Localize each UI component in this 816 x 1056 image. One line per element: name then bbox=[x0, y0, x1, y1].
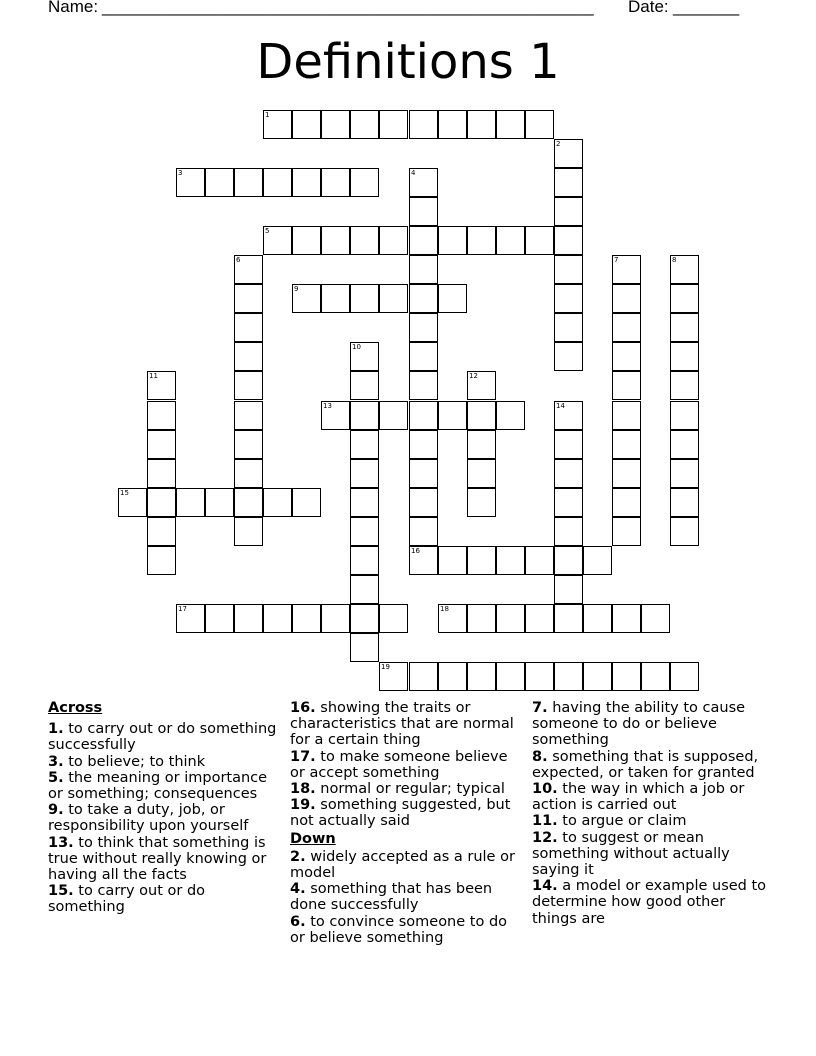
clue-number: 17 bbox=[178, 605, 187, 613]
grid-cell[interactable] bbox=[205, 604, 234, 633]
grid-cell[interactable] bbox=[467, 110, 496, 139]
grid-cell[interactable] bbox=[350, 633, 379, 662]
grid-cell[interactable] bbox=[496, 226, 525, 255]
grid-cell[interactable] bbox=[263, 110, 292, 139]
clue-item-text: a model or example used to determine how good other things are bbox=[532, 878, 767, 927]
clue-item-text: showing the traits or characteristics that are normal for a certain thing bbox=[290, 700, 514, 749]
grid-cell[interactable] bbox=[234, 313, 263, 342]
clue-number: 16 bbox=[411, 547, 420, 555]
grid-cell[interactable] bbox=[409, 110, 438, 139]
grid-cell[interactable] bbox=[554, 313, 583, 342]
grid-cell[interactable] bbox=[350, 517, 379, 546]
grid-cell[interactable] bbox=[670, 284, 699, 313]
clue-item-text: the meaning or importance or something; consequences bbox=[48, 769, 268, 803]
across-clue-list-continued bbox=[290, 700, 526, 830]
clue-item bbox=[290, 749, 526, 781]
clue-item bbox=[48, 721, 280, 753]
clue-item bbox=[290, 700, 526, 749]
grid-cell[interactable] bbox=[234, 255, 263, 284]
clue-item bbox=[532, 700, 772, 749]
clue-item bbox=[290, 914, 526, 946]
grid-cell[interactable] bbox=[321, 226, 350, 255]
grid-cell[interactable] bbox=[350, 546, 379, 575]
grid-cell[interactable] bbox=[467, 459, 496, 488]
grid-cell[interactable] bbox=[234, 459, 263, 488]
grid-cell[interactable] bbox=[670, 662, 699, 691]
grid-cell[interactable] bbox=[292, 226, 321, 255]
grid-cell[interactable] bbox=[467, 430, 496, 459]
clue-item-number: 14. bbox=[532, 878, 558, 895]
grid-cell[interactable] bbox=[525, 226, 554, 255]
across-heading: Across bbox=[48, 700, 103, 716]
name-label: Name: bbox=[48, 0, 99, 16]
grid-cell[interactable] bbox=[234, 342, 263, 371]
clue-item-text: to take a duty, job, or responsibility upon yourself bbox=[48, 802, 249, 835]
clue-number: 3 bbox=[178, 169, 183, 177]
clue-item bbox=[48, 802, 280, 834]
grid-cell[interactable] bbox=[379, 401, 408, 430]
grid-cell[interactable] bbox=[409, 488, 438, 517]
grid-cell[interactable] bbox=[350, 488, 379, 517]
clue-item bbox=[48, 883, 280, 915]
grid-cell[interactable] bbox=[379, 604, 408, 633]
clues-column-3 bbox=[532, 700, 772, 927]
grid-cell[interactable] bbox=[612, 488, 641, 517]
grid-cell[interactable] bbox=[612, 459, 641, 488]
grid-cell[interactable] bbox=[525, 662, 554, 691]
clue-item-text: to think that something is true without really knowing or having all the facts bbox=[48, 834, 267, 884]
grid-cell[interactable] bbox=[554, 401, 583, 430]
grid-cell[interactable] bbox=[467, 662, 496, 691]
grid-cell[interactable] bbox=[292, 284, 321, 313]
grid-cell[interactable] bbox=[350, 110, 379, 139]
grid-cell[interactable] bbox=[234, 430, 263, 459]
clue-number: 7 bbox=[614, 256, 619, 264]
grid-cell[interactable] bbox=[234, 604, 263, 633]
grid-cell[interactable] bbox=[438, 284, 467, 313]
grid-cell[interactable] bbox=[176, 168, 205, 197]
clue-item-number: 18. bbox=[290, 781, 316, 798]
grid-cell[interactable] bbox=[467, 488, 496, 517]
clue-item-number: 9. bbox=[48, 802, 64, 819]
grid-cell[interactable] bbox=[379, 662, 408, 691]
grid-cell[interactable] bbox=[612, 371, 641, 400]
grid-cell[interactable] bbox=[350, 459, 379, 488]
grid-cell[interactable] bbox=[438, 604, 467, 633]
grid-cell[interactable] bbox=[554, 255, 583, 284]
clue-number: 14 bbox=[556, 402, 565, 410]
grid-cell[interactable] bbox=[554, 604, 583, 633]
grid-cell[interactable] bbox=[554, 197, 583, 226]
grid-cell[interactable] bbox=[670, 371, 699, 400]
grid-cell[interactable] bbox=[670, 517, 699, 546]
grid-cell[interactable] bbox=[670, 430, 699, 459]
clue-item-number: 3. bbox=[48, 753, 64, 770]
grid-cell[interactable] bbox=[147, 517, 176, 546]
clue-number: 9 bbox=[294, 285, 299, 293]
clue-item-text: to make someone believe or accept something bbox=[290, 748, 508, 781]
grid-cell[interactable] bbox=[467, 371, 496, 400]
grid-cell[interactable] bbox=[438, 110, 467, 139]
grid-cell[interactable] bbox=[554, 342, 583, 371]
grid-cell[interactable] bbox=[525, 110, 554, 139]
clue-item-number: 8. bbox=[532, 748, 548, 765]
grid-cell[interactable] bbox=[409, 168, 438, 197]
clue-item-number: 6. bbox=[290, 913, 306, 930]
grid-cell[interactable] bbox=[292, 604, 321, 633]
grid-cell[interactable] bbox=[409, 546, 438, 575]
clue-item-number: 17. bbox=[290, 748, 316, 765]
date-field-line: _______ bbox=[673, 0, 740, 16]
grid-cell[interactable] bbox=[554, 459, 583, 488]
clue-number: 6 bbox=[236, 256, 241, 264]
grid-cell[interactable] bbox=[670, 313, 699, 342]
grid-cell[interactable] bbox=[263, 168, 292, 197]
grid-cell[interactable] bbox=[554, 430, 583, 459]
grid-cell[interactable] bbox=[496, 546, 525, 575]
grid-cell[interactable] bbox=[409, 371, 438, 400]
clue-number: 11 bbox=[149, 372, 158, 380]
grid-cell[interactable] bbox=[583, 546, 612, 575]
grid-cell[interactable] bbox=[641, 662, 670, 691]
grid-cell[interactable] bbox=[496, 604, 525, 633]
grid-cell[interactable] bbox=[525, 546, 554, 575]
clue-item bbox=[532, 878, 772, 927]
grid-cell[interactable] bbox=[409, 401, 438, 430]
grid-cell[interactable] bbox=[612, 662, 641, 691]
clue-item-text: to carry out or do something bbox=[48, 883, 206, 916]
grid-cell[interactable] bbox=[147, 488, 176, 517]
clue-item-text: having the ability to cause someone to do or believe something bbox=[532, 700, 746, 749]
clue-item bbox=[48, 770, 280, 802]
grid-cell[interactable] bbox=[350, 430, 379, 459]
clue-item bbox=[48, 835, 280, 884]
grid-cell[interactable] bbox=[612, 430, 641, 459]
grid-cell[interactable] bbox=[205, 168, 234, 197]
grid-cell[interactable] bbox=[321, 604, 350, 633]
grid-cell[interactable] bbox=[612, 342, 641, 371]
grid-cell[interactable] bbox=[554, 662, 583, 691]
clue-item-number: 12. bbox=[532, 829, 558, 846]
clue-item bbox=[532, 813, 772, 829]
clue-item bbox=[290, 849, 526, 881]
clue-number: 19 bbox=[381, 663, 390, 671]
grid-cell[interactable] bbox=[409, 255, 438, 284]
grid-cell[interactable] bbox=[438, 546, 467, 575]
clue-item-number: 7. bbox=[532, 700, 548, 716]
grid-cell[interactable] bbox=[496, 401, 525, 430]
clue-item bbox=[48, 754, 280, 770]
grid-cell[interactable] bbox=[350, 168, 379, 197]
clue-item-number: 1. bbox=[48, 721, 64, 738]
clue-item bbox=[532, 830, 772, 879]
grid-cell[interactable] bbox=[205, 488, 234, 517]
clue-item-number: 15. bbox=[48, 883, 74, 900]
down-clue-list bbox=[290, 849, 526, 946]
clue-number: 2 bbox=[556, 140, 561, 148]
clues-column-2 bbox=[290, 700, 526, 946]
clue-number: 13 bbox=[323, 402, 332, 410]
grid-cell[interactable] bbox=[379, 284, 408, 313]
down-heading: Down bbox=[290, 830, 336, 847]
grid-cell[interactable] bbox=[409, 313, 438, 342]
grid-cell[interactable] bbox=[554, 575, 583, 604]
clue-number: 8 bbox=[672, 256, 677, 264]
clue-item-number: 13. bbox=[48, 834, 74, 851]
clue-number: 18 bbox=[440, 605, 449, 613]
grid-cell[interactable] bbox=[438, 226, 467, 255]
clue-item bbox=[532, 781, 772, 813]
grid-cell[interactable] bbox=[583, 604, 612, 633]
grid-cell[interactable] bbox=[612, 604, 641, 633]
grid-cell[interactable] bbox=[554, 284, 583, 313]
grid-cell[interactable] bbox=[263, 226, 292, 255]
grid-cell[interactable] bbox=[467, 226, 496, 255]
clue-item-text: to carry out or do something successfully bbox=[48, 721, 277, 754]
grid-cell[interactable] bbox=[350, 401, 379, 430]
clue-item-text: something suggested, but not actually said bbox=[290, 797, 511, 830]
clue-item-text: something that is supposed, expected, or taken for granted bbox=[532, 748, 759, 781]
date-label: Date: bbox=[628, 0, 669, 16]
page-title: Definitions 1 bbox=[256, 34, 560, 90]
grid-cell[interactable] bbox=[147, 546, 176, 575]
grid-cell[interactable] bbox=[409, 459, 438, 488]
clue-item bbox=[290, 881, 526, 913]
grid-cell[interactable] bbox=[554, 546, 583, 575]
grid-cell[interactable] bbox=[350, 604, 379, 633]
grid-cell[interactable] bbox=[234, 168, 263, 197]
grid-cell[interactable] bbox=[350, 284, 379, 313]
grid-cell[interactable] bbox=[321, 110, 350, 139]
grid-cell[interactable] bbox=[525, 604, 554, 633]
grid-cell[interactable] bbox=[670, 488, 699, 517]
grid-cell[interactable] bbox=[147, 430, 176, 459]
clue-number: 15 bbox=[120, 489, 129, 497]
clue-item-text: to suggest or mean something without actually saying it bbox=[532, 829, 730, 879]
grid-cell[interactable] bbox=[263, 488, 292, 517]
grid-cell[interactable] bbox=[670, 459, 699, 488]
grid-cell[interactable] bbox=[176, 604, 205, 633]
grid-cell[interactable] bbox=[263, 604, 292, 633]
grid-cell[interactable] bbox=[147, 401, 176, 430]
grid-cell[interactable] bbox=[234, 488, 263, 517]
grid-cell[interactable] bbox=[409, 342, 438, 371]
grid-cell[interactable] bbox=[612, 517, 641, 546]
grid-cell[interactable] bbox=[438, 662, 467, 691]
grid-cell[interactable] bbox=[612, 284, 641, 313]
grid-cell[interactable] bbox=[409, 517, 438, 546]
grid-cell[interactable] bbox=[321, 401, 350, 430]
clue-number: 12 bbox=[469, 372, 478, 380]
clue-item-text: the way in which a job or action is carried out bbox=[532, 781, 745, 814]
clue-item-number: 2. bbox=[290, 848, 306, 865]
clue-number: 5 bbox=[265, 227, 270, 235]
clue-number: 1 bbox=[265, 111, 270, 119]
clue-item-number: 5. bbox=[48, 769, 64, 786]
grid-cell[interactable] bbox=[350, 342, 379, 371]
grid-cell[interactable] bbox=[234, 371, 263, 400]
grid-cell[interactable] bbox=[409, 662, 438, 691]
grid-cell[interactable] bbox=[496, 110, 525, 139]
clue-item-text: normal or regular; typical bbox=[315, 781, 505, 798]
grid-cell[interactable] bbox=[554, 168, 583, 197]
grid-cell[interactable] bbox=[554, 139, 583, 168]
grid-cell[interactable] bbox=[234, 284, 263, 313]
grid-cell[interactable] bbox=[438, 401, 467, 430]
grid-cell[interactable] bbox=[118, 488, 147, 517]
down-clue-list-continued bbox=[532, 700, 772, 927]
grid-cell[interactable] bbox=[176, 488, 205, 517]
clue-item bbox=[290, 797, 526, 829]
grid-cell[interactable] bbox=[583, 662, 612, 691]
across-clue-list bbox=[48, 721, 280, 915]
grid-cell[interactable] bbox=[379, 226, 408, 255]
clue-item-number: 10. bbox=[532, 781, 558, 798]
grid-cell[interactable] bbox=[409, 284, 438, 313]
grid-cell[interactable] bbox=[321, 284, 350, 313]
grid-cell[interactable] bbox=[147, 459, 176, 488]
clue-item-number: 19. bbox=[290, 797, 316, 814]
grid-cell[interactable] bbox=[554, 226, 583, 255]
grid-cell[interactable] bbox=[234, 401, 263, 430]
clue-item-text: something that has been done successfully bbox=[290, 881, 493, 914]
clue-item-number: 11. bbox=[532, 813, 558, 830]
clue-number: 4 bbox=[411, 169, 416, 177]
grid-cell[interactable] bbox=[350, 575, 379, 604]
name-field-line: ____________________________________________________ bbox=[102, 0, 594, 16]
grid-cell[interactable] bbox=[467, 604, 496, 633]
grid-cell[interactable] bbox=[409, 197, 438, 226]
clue-item-number: 16. bbox=[290, 700, 316, 716]
grid-cell[interactable] bbox=[612, 313, 641, 342]
grid-cell[interactable] bbox=[612, 401, 641, 430]
grid-cell[interactable] bbox=[292, 110, 321, 139]
grid-cell[interactable] bbox=[670, 342, 699, 371]
grid-cell[interactable] bbox=[147, 371, 176, 400]
grid-cell[interactable] bbox=[409, 226, 438, 255]
grid-cell[interactable] bbox=[467, 401, 496, 430]
clue-item-text: to convince someone to do or believe something bbox=[290, 913, 508, 946]
clue-item bbox=[532, 749, 772, 781]
grid-cell[interactable] bbox=[379, 110, 408, 139]
grid-cell[interactable] bbox=[292, 168, 321, 197]
clue-item-text: to argue or claim bbox=[557, 813, 687, 830]
grid-cell[interactable] bbox=[350, 226, 379, 255]
grid-cell[interactable] bbox=[350, 371, 379, 400]
clue-item-text: widely accepted as a rule or model bbox=[290, 848, 515, 882]
grid-cell[interactable] bbox=[641, 604, 670, 633]
grid-cell[interactable] bbox=[670, 401, 699, 430]
grid-cell[interactable] bbox=[496, 662, 525, 691]
grid-cell[interactable] bbox=[321, 168, 350, 197]
grid-cell[interactable] bbox=[292, 488, 321, 517]
grid-cell[interactable] bbox=[612, 255, 641, 284]
clues-column-1 bbox=[48, 700, 280, 916]
clue-item-text: to believe; to think bbox=[63, 753, 206, 770]
grid-cell[interactable] bbox=[670, 255, 699, 284]
clue-item-number: 4. bbox=[290, 881, 306, 898]
clue-item bbox=[290, 781, 526, 797]
grid-cell[interactable] bbox=[467, 546, 496, 575]
grid-cell[interactable] bbox=[234, 517, 263, 546]
grid-cell[interactable] bbox=[554, 488, 583, 517]
clue-number: 10 bbox=[352, 343, 361, 351]
grid-cell[interactable] bbox=[554, 517, 583, 546]
grid-cell[interactable] bbox=[409, 430, 438, 459]
